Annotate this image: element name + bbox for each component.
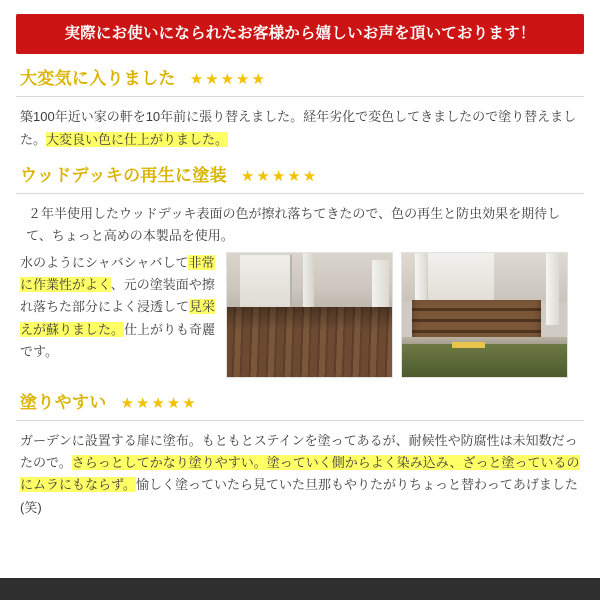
review-body: [20, 252, 216, 364]
review-text-highlight: 非常に作業性がよく: [20, 254, 215, 293]
review-header: [16, 68, 584, 97]
review-text: 築100年近い家の軒を10年前に張り替えました。経年劣化で変色してきましたので塗り替えました。: [20, 109, 577, 147]
photo-yellow-object: [452, 342, 485, 348]
review-item: [16, 68, 584, 151]
review-content-columns: [16, 248, 584, 378]
review-text: ガーデンに設置する扉に塗布。もともとステインを塗ってあるが、耐候性や防腐性は未知数だったので。: [20, 432, 578, 471]
review-text-highlight: 見栄えが蘇りました。: [20, 299, 216, 337]
review-photo-gallery: [226, 252, 580, 378]
review-text-highlight: 大変良い色に仕上がりました。: [46, 131, 229, 147]
review-text: 、元の塗装面や擦れ落ちた部分によく浸透して: [20, 277, 215, 315]
star-rating-icon: ★★★★★: [189, 71, 267, 89]
photo-column-right: [546, 253, 559, 325]
review-text-highlight: さらっとしてかなり塗りやすい。塗っていく側からよく染み込み、ざっと塗っているのにムラにもならず。: [20, 455, 580, 493]
review-text: 仕上がりも奇麗です。: [20, 321, 216, 360]
review-body: [16, 97, 584, 151]
review-title: 塗りやすい: [20, 392, 107, 412]
photo-door: [240, 255, 292, 307]
review-title: ウッドデッキの再生に塗装: [20, 165, 227, 185]
review-text: 愉しく塗っていたら見ていた旦那もやりたがりちょっと替わってあげました(笑): [20, 477, 578, 515]
photo-door: [428, 253, 494, 303]
star-rating-icon: ★★★★★: [120, 394, 198, 412]
review-photo-2: [401, 252, 568, 378]
review-text: 水のようにシャバシャバして: [20, 254, 189, 270]
review-title: 大変気に入りました: [20, 69, 176, 89]
review-item: [16, 392, 584, 520]
review-body: [16, 421, 584, 519]
header-banner: 実際にお使いになられたお客様から嬉しいお声を頂いております！: [16, 14, 584, 54]
bottom-strip: [0, 578, 600, 600]
review-item: [16, 165, 584, 378]
photo-grass: [402, 344, 567, 376]
star-rating-icon: ★★★★★: [240, 167, 319, 185]
photo-shadow: [227, 307, 392, 329]
review-header: [16, 392, 584, 421]
review-header: [16, 165, 584, 194]
review-lead-text: ２年半使用したウッドデッキ表面の色が擦れ落ちてきたので、色の再生と防虫効果を期待して、ちょっと高めの本製品を使用。: [26, 205, 561, 244]
review-photo-1: [226, 252, 393, 378]
